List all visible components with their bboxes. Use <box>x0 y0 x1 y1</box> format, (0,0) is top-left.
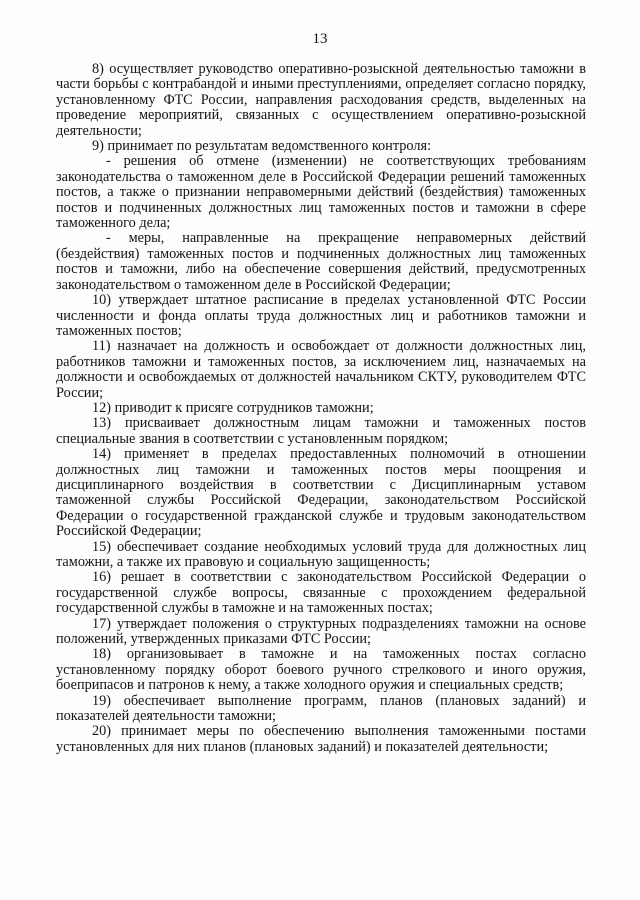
paragraph-item-19: 19) обеспечивает выполнение программ, планов (плановых заданий) и показателей деятельности таможни; <box>56 692 586 725</box>
paragraph-item-12: 12) приводит к присяге сотрудников таможни; <box>92 399 374 416</box>
paragraph-item-10: 10) утверждает штатное расписание в пределах установленной ФТС России численности и фонда оплаты труда должностных лиц и работников таможни и таможенных постов; <box>56 292 586 339</box>
paragraph-item-9-sub-1: - решения об отмене (изменении) не соответствующих требованиям законодательства о таможенном деле в Российской Федерации решений таможенных постов, а также о признании неправомерными действий (бездействия) таможенных постов и подчиненных должностных лиц таможенных постов и таможни в сфере таможенного дела; <box>56 153 586 232</box>
paragraph-item-17: 17) утверждает положения о структурных подразделениях таможни на основе положений, утвержденных приказами ФТС России; <box>56 615 586 648</box>
paragraph-item-9: 9) принимает по результатам ведомственного контроля: <box>92 138 432 155</box>
paragraph-item-8: 8) осуществляет руководство оперативно-розыскной деятельностью таможни в части борьбы с контрабандой и иными преступлениями, определяет согласно порядку, установленному ФТС России, направления расходования средств, выделенных на проведение мероприятий, связанных с осуществлением оперативно-розыскной деятельности; <box>56 61 586 139</box>
paragraph-item-14: 14) применяет в пределах предоставленных полномочий в отношении должностных лиц таможни и таможенных постов меры поощрения и дисциплинарного воздействия в соответствии с Дисциплинарным уставом таможенной службы Российской Федерации, законодательством Российской Федерации о государственной гражданской службе и трудовым законодательством Российской Федерации; <box>56 446 586 540</box>
paragraph-item-11: 11) назначает на должность и освобождает от должности должностных лиц, работников таможни и таможенных постов, за исключением лиц, назначаемых на должности и освобождаемых от должностей начальником СКТУ, руководителем ФТС России; <box>56 338 586 401</box>
document-body <box>56 62 586 755</box>
paragraph-item-18: 18) организовывает в таможне и на таможенных постах согласно установленному порядку оборот боевого ручного стрелкового и иного оружия, боеприпасов и патронов к нему, а также холодного оружия и специальных средств; <box>56 646 586 694</box>
paragraph-item-9-sub-2: - меры, направленные на прекращение неправомерных действий (бездействия) таможенных постов и подчиненных должностных лиц таможенных постов и таможни, либо на обеспечение совершения действий, предусмотренных законодательством о таможенном деле в Российской Федерации; <box>56 230 586 293</box>
page-number: 13 <box>312 31 328 47</box>
paragraph-item-16: 16) решает в соответствии с законодательством Российской Федерации о государственной службе вопросы, связанные с прохождением федеральной государственной службы в таможне и на таможенных постах; <box>56 569 586 617</box>
paragraph-item-20: 20) принимает меры по обеспечению выполнения таможенными постами установленных для них планов (плановых заданий) и показателей деятельности; <box>56 723 586 755</box>
paragraph-item-13: 13) присваивает должностным лицам таможни и таможенных постов специальные звания в соответствии с установленным порядком; <box>56 415 586 447</box>
paragraph-item-15: 15) обеспечивает создание необходимых условий труда для должностных лиц таможни, а также их правовую и социальную защищенность; <box>56 538 586 570</box>
